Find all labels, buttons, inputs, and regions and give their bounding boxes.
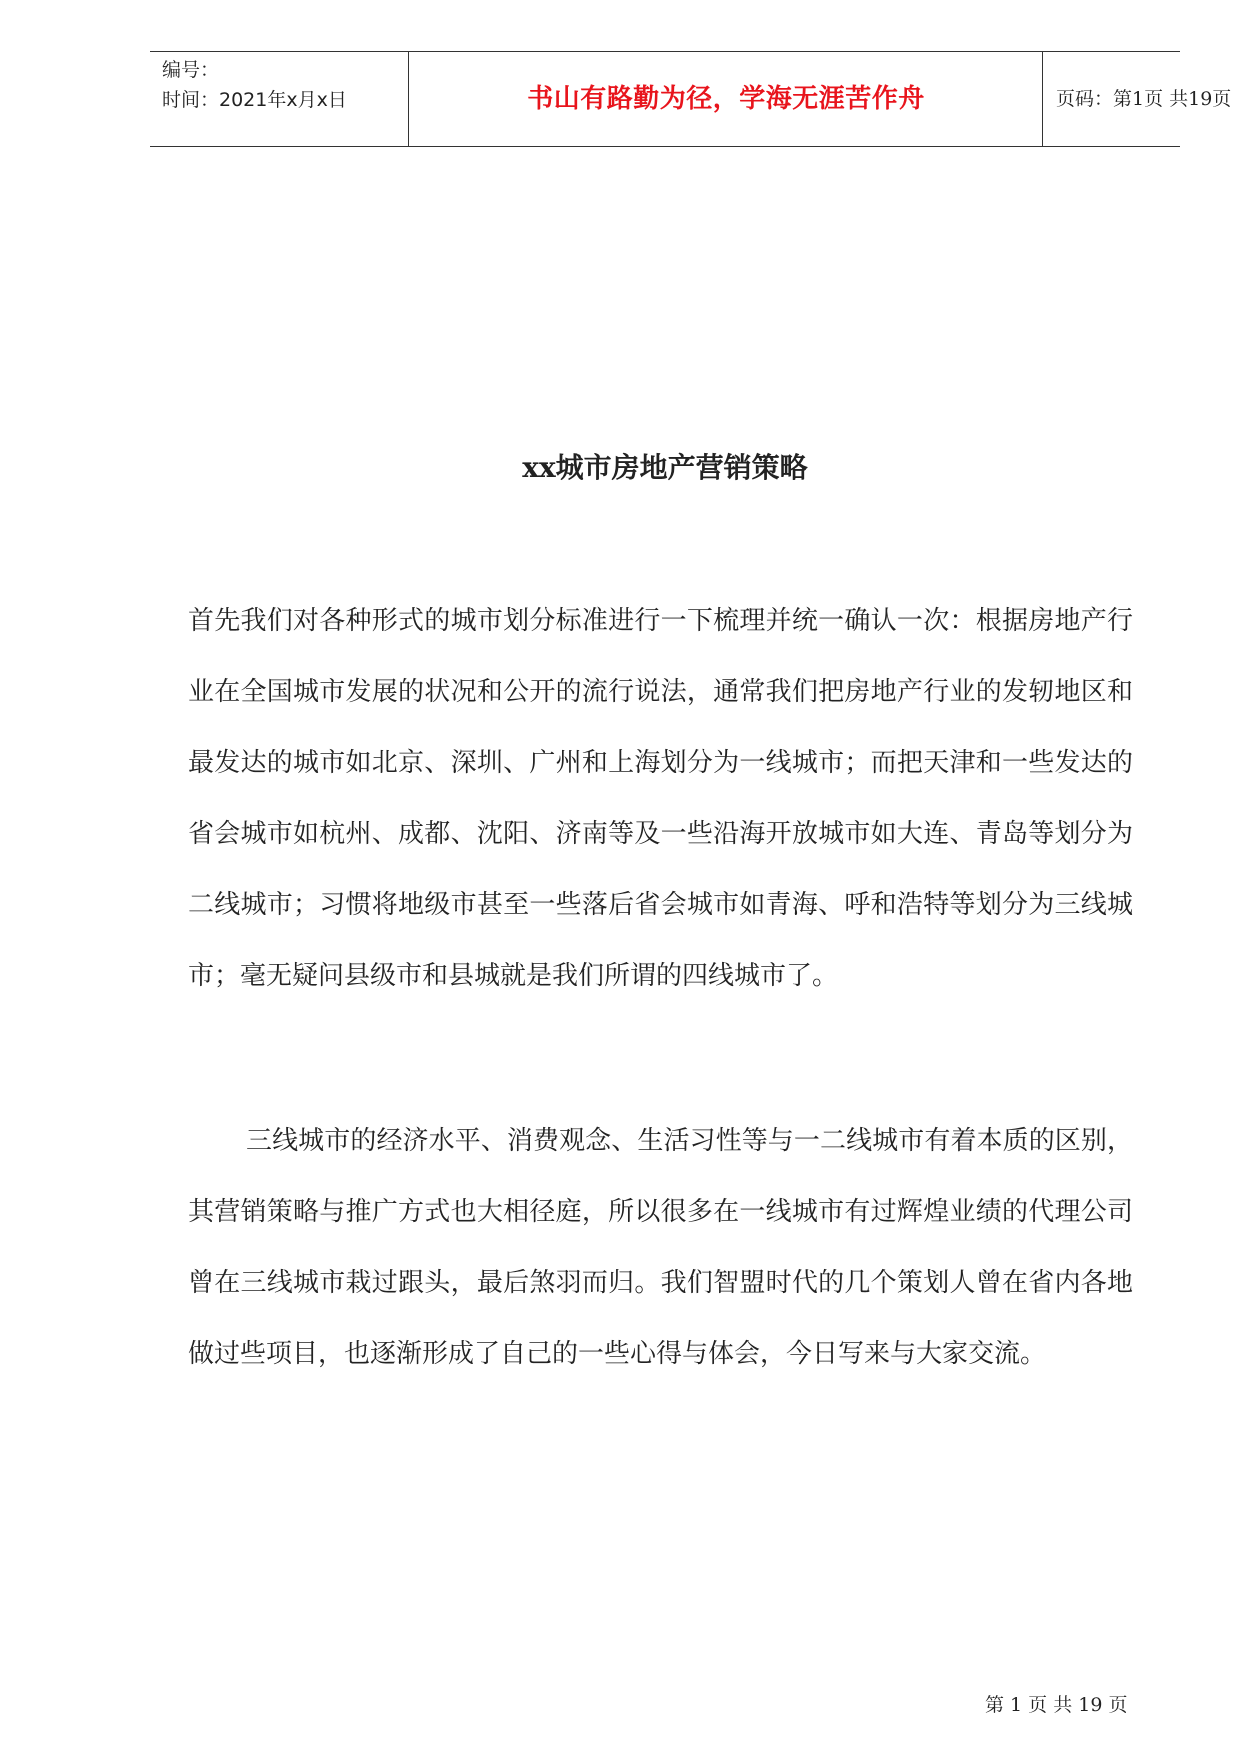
document-code-label: 编号： xyxy=(162,59,220,81)
body-paragraph-1: 首先我们对各种形式的城市划分标准进行一下梳理并统一确认一次：根据房地产行业在全国城市发展的状况和公开的流行说法，通常我们把房地产行业的发轫地区和最发达的城市如北京、深圳、广州和上海划分为一线城市；而把天津和一些发达的省会城市如杭州、成都、沈阳、济南等及一些沿海开放城市如大连、青岛等划分为二线城市；习惯将地级市甚至一些落后省会城市如青海、呼和浩特等划分为三线城市；毫无疑问县级市和县城就是我们所谓的四线城市了。 xyxy=(188,606,1133,991)
header-page-code: 页码：第1页 共19页 xyxy=(1056,88,1232,110)
page-number-footer: 第 1 页 共 19 页 xyxy=(985,1694,1128,1716)
header-page-cell xyxy=(1044,52,1232,146)
document-time-label: 时间：2021年x月x日 xyxy=(162,89,347,111)
header-meta-cell xyxy=(150,52,409,146)
document-header xyxy=(150,51,1232,147)
body-paragraph-2: 三线城市的经济水平、消费观念、生活习性等与一二线城市有着本质的区别，其营销策略与推广方式也大相径庭，所以很多在一线城市有过辉煌业绩的代理公司曾在三线城市栽过跟头，最后煞羽而归。我们智盟时代的几个策划人曾在省内各地做过些项目，也逐渐形成了自己的一些心得与体会，今日写来与大家交流。 xyxy=(188,1126,1133,1369)
header-motto-cell xyxy=(410,52,1043,146)
document-title: xx城市房地产营销策略 xyxy=(522,451,808,484)
header-motto: 书山有路勤为径，学海无涯苦作舟 xyxy=(527,84,925,114)
